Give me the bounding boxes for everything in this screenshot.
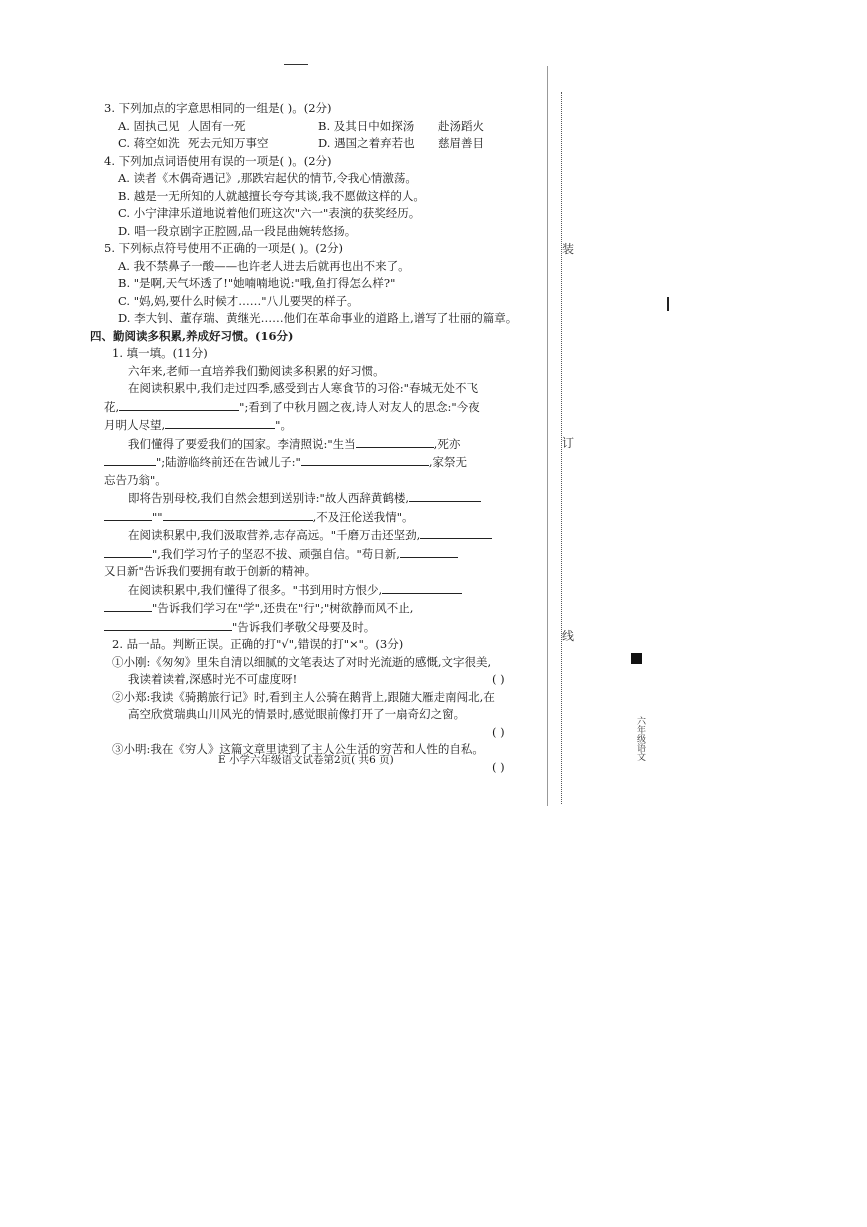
option-3b-text: 赴汤蹈火	[438, 118, 484, 133]
judge-item-1-line1: ①小刚:《匆匆》里朱自清以细腻的文笔表达了对时光流逝的感慨,文字很美,	[112, 654, 492, 669]
fill-p2-line3: 月明人尽望, "。	[104, 418, 292, 432]
registration-mark	[631, 653, 642, 664]
question-5-stem: 5. 下列标点符号使用不正确的一项是( )。(2分)	[104, 241, 344, 255]
question-3-options-ab	[104, 118, 544, 136]
fill-blank-13[interactable]	[104, 599, 152, 612]
fill-p3-line1: 我们懂得了要爱我们的国家。李清照说:"生当 ,死亦	[128, 436, 461, 451]
judge-item-2-answer-row	[104, 724, 544, 742]
fill-title: 1. 填一填。(11分)	[112, 346, 208, 360]
fill-p6-line3: "告诉我们孝敬父母要及时。	[104, 618, 544, 637]
judge-item-2-line1: ②小郑:我读《骑鹅旅行记》时,看到主人公骑在鹅背上,跟随大雁走南闯北,在	[112, 689, 495, 704]
option-3a: A. 固执己见	[118, 118, 180, 133]
fill-p5-line3: 又日新"告诉我们要拥有敢于创新的精神。	[104, 564, 317, 578]
fill-p2-line1: 在阅读积累中,我们走过四季,感受到古人寒食节的习俗:"春城无处不飞	[128, 381, 478, 395]
section-4-title: 四、勤阅读多积累,养成好习惯。(16分)	[90, 328, 294, 343]
binding-label-zhuang: 装	[562, 242, 575, 256]
fill-blank-12[interactable]	[382, 581, 462, 594]
page-footer: E 小学六年级语文试卷第2页( 共6 页)	[218, 754, 394, 766]
option-3b: B. 及其日中如探汤	[318, 118, 415, 133]
fill-blank-3[interactable]	[356, 435, 434, 448]
fill-blank-8[interactable]	[163, 508, 313, 521]
judge-title: 2. 品一品。判断正误。正确的打"√",错误的打"×"。(3分)	[112, 637, 404, 651]
fill-blank-10[interactable]	[104, 545, 152, 558]
option-3c: C. 蒋空如洗	[118, 136, 180, 150]
option-4b: B. 越是一无所知的人就越擅长夸夸其谈,我不愿做这样的人。	[118, 188, 425, 203]
fill-p3-line3: 忘告乃翁"。	[104, 472, 167, 487]
option-3c-text: 死去元知万事空	[188, 136, 269, 150]
fill-p3-line2: ";陆游临终前还在告诫儿子:" ,家祭无	[104, 453, 544, 472]
fill-p5-line2: ",我们学习竹子的坚忍不拔、顽强自信。"苟日新,	[104, 545, 544, 564]
option-5d: D. 李大钊、董存瑞、黄继光……他们在革命事业的道路上,谱写了壮丽的篇章。	[118, 311, 518, 325]
judge-answer-3[interactable]: ( )	[492, 759, 505, 774]
option-3d: D. 遇国之着弃若也	[318, 136, 415, 150]
margin-tick	[667, 297, 669, 311]
judge-answer-1[interactable]: ( )	[492, 672, 505, 686]
question-4-stem: 4. 下列加点词语使用有误的一项是( )。(2分)	[104, 153, 332, 168]
fill-blank-1[interactable]	[119, 398, 239, 411]
judge-item-2-line2: 高空欣赏瑞典山川风光的情景时,感觉眼前像打开了一扇奇幻之窗。	[128, 707, 466, 721]
fill-blank-14[interactable]	[104, 618, 232, 631]
exam-content	[90, 100, 544, 776]
fill-blank-2[interactable]	[165, 416, 275, 429]
fill-blank-4[interactable]	[104, 453, 156, 466]
option-5b: B. "是啊,天气坏透了!"她喃喃地说:"哦,鱼打得怎么样?"	[118, 276, 396, 290]
option-3a-text: 人固有一死	[188, 118, 246, 133]
fill-p6-line1: 在阅读积累中,我们懂得了很多。"书到用时方恨少,	[104, 581, 544, 600]
fill-blank-9[interactable]	[420, 526, 492, 539]
option-4c: C. 小宁津津乐道地说着他们班这次"六一"表演的获奖经历。	[118, 206, 421, 220]
question-3-options-cd	[104, 135, 544, 153]
fill-p4-line1: 即将告别母校,我们自然会想到送别诗:"故人西辞黄鹤楼,	[104, 489, 544, 508]
fill-intro: 六年来,老师一直培养我们勤阅读多积累的好习惯。	[128, 363, 385, 378]
binding-label-ding: 订	[562, 436, 575, 450]
fill-blank-11[interactable]	[400, 545, 458, 558]
option-5c: C. "妈,妈,要什么时候才……"八儿要哭的样子。	[118, 293, 359, 308]
fill-p6-line2: "告诉我们学习在"学",还贵在"行";"树欲静而风不止,	[104, 599, 544, 618]
option-4a: A. 读者《木偶奇遇记》,那跌宕起伏的情节,令我心情激荡。	[118, 171, 417, 185]
judge-item-1-line2: 我读着读着,深感时光不可虚度呀! ( )	[104, 671, 544, 689]
option-5a: A. 我不禁鼻子一酸——也许老人进去后就再也出不来了。	[118, 258, 410, 273]
fill-blank-6[interactable]	[409, 489, 481, 502]
side-label: 六年级语文	[635, 716, 645, 761]
fill-p2-line2: 花, ";看到了中秋月圆之夜,诗人对友人的思念:"今夜	[104, 399, 480, 414]
margin-line	[547, 66, 548, 806]
header-dash	[284, 64, 308, 65]
fill-p5-line1: 在阅读积累中,我们汲取营养,志存高远。"千磨万击还坚劲,	[104, 526, 544, 545]
judge-item-3-line1: ③小明:我在《穷人》这篇文章里读到了主人公生活的穷苦和人性的自私。	[112, 742, 484, 756]
question-3-stem: 3. 下列加点的字意思相同的一组是( )。(2分)	[104, 101, 332, 115]
judge-answer-2[interactable]: ( )	[492, 724, 505, 739]
binding-label-xian: 线	[562, 629, 575, 643]
fill-blank-7[interactable]	[104, 508, 152, 521]
fill-p4-line2: "" ,不及汪伦送我情"。	[104, 508, 544, 527]
fill-blank-5[interactable]	[301, 453, 429, 466]
option-4d: D. 唱一段京剧字正腔圆,品一段昆曲婉转悠扬。	[118, 223, 357, 238]
option-3d-text: 慈眉善目	[438, 136, 484, 150]
